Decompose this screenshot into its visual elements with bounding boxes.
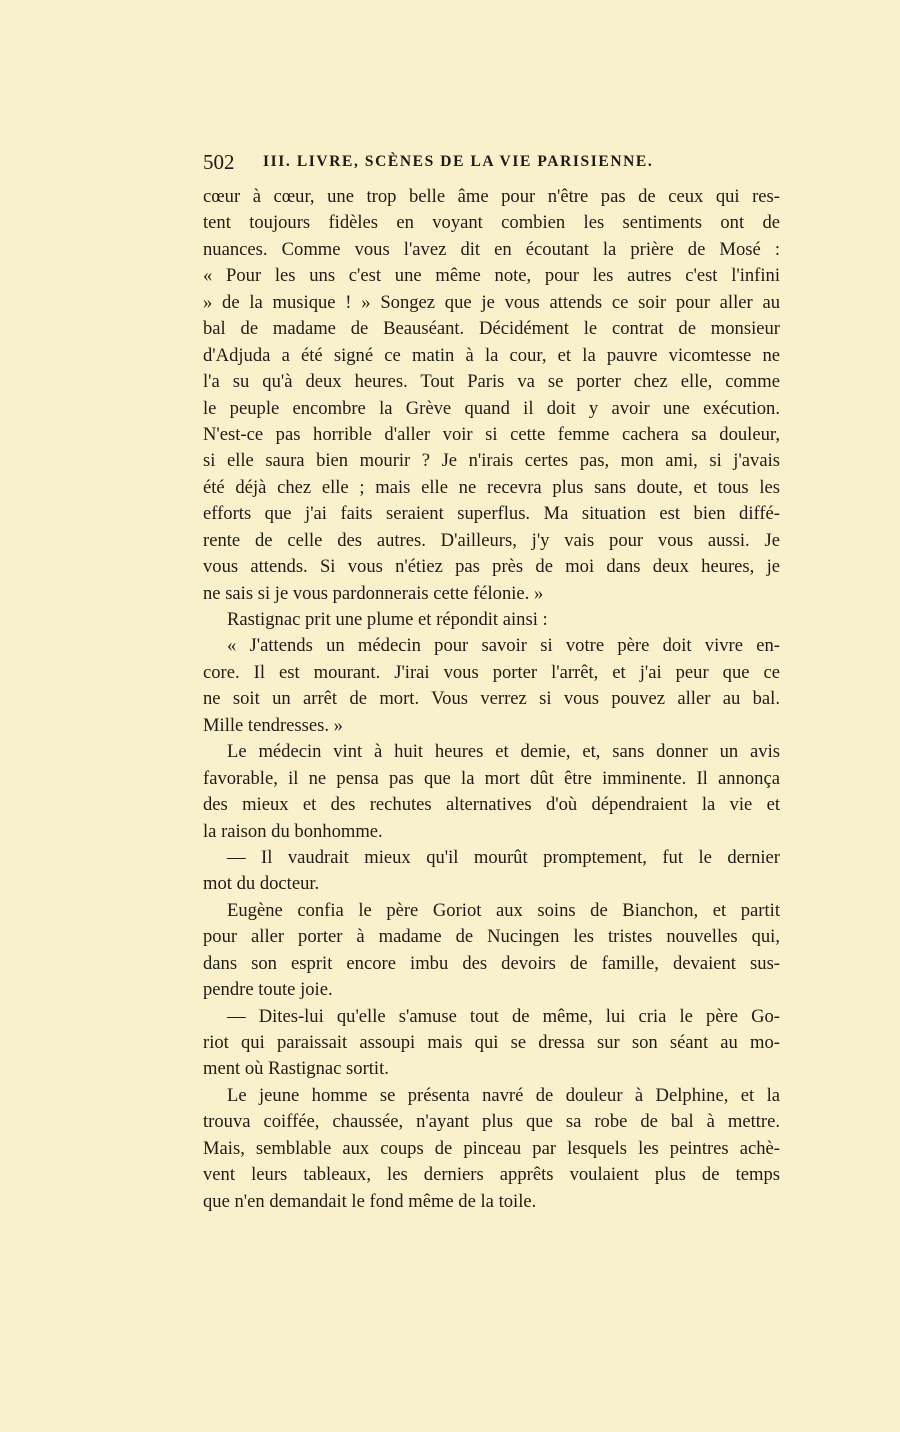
text-line: que n'en demandait le fond même de la toile.	[203, 1190, 537, 1212]
text-line: N'est-ce pas horrible d'aller voir si cette femme cachera sa douleur,	[203, 423, 780, 445]
text-line: » de la musique ! » Songez que je vous attends ce soir pour aller au	[203, 291, 780, 313]
text-line: ment où Rastignac sortit.	[203, 1058, 389, 1080]
text-line: « Pour les uns c'est une même note, pour les autres c'est l'infini	[203, 265, 780, 287]
text-line: Le jeune homme se présenta navré de douleur à Delphine, et la	[227, 1084, 780, 1106]
text-line: dans son esprit encore imbu des devoirs de famille, devaient sus-	[203, 952, 780, 974]
text-line: efforts que j'ai faits seraient superflus. Ma situation est bien diffé-	[203, 503, 780, 525]
text-line: d'Adjuda a été signé ce matin à la cour, et la pauvre vicomtesse ne	[203, 344, 780, 366]
text-line: le peuple encombre la Grève quand il doit y avoir une exécution.	[203, 397, 780, 419]
text-line: l'a su qu'à deux heures. Tout Paris va se porter chez elle, comme	[203, 371, 780, 393]
text-line: tent toujours fidèles en voyant combien les sentiments ont de	[203, 212, 780, 234]
text-line: vous attends. Si vous n'étiez pas près de moi dans deux heures, je	[203, 556, 780, 578]
text-line: pendre toute joie.	[203, 979, 333, 1001]
text-line: core. Il est mourant. J'irai vous porter l'arrêt, et j'ai peur que ce	[203, 661, 780, 683]
page-number: 502	[203, 150, 235, 174]
page-header	[203, 150, 713, 176]
text-line: pour aller porter à madame de Nucingen les tristes nouvelles qui,	[203, 926, 780, 948]
text-line: ne soit un arrêt de mort. Vous verrez si vous pouvez aller au bal.	[203, 688, 780, 710]
text-line: riot qui paraissait assoupi mais qui se dressa sur son séant au mo-	[203, 1032, 780, 1053]
text-line: ne sais si je vous pardonnerais cette félonie. »	[203, 582, 544, 604]
text-line: vent leurs tableaux, les derniers apprêts voulaient plus de temps	[203, 1164, 780, 1186]
text-line: Mais, semblable aux coups de pinceau par lesquels les peintres achè-	[203, 1137, 780, 1159]
text-line: mot du docteur.	[203, 873, 320, 895]
text-line: cœur à cœur, une trop belle âme pour n'être pas de ceux qui res-	[203, 186, 780, 207]
text-line: — Il vaudrait mieux qu'il mourût promptement, fut le dernier	[227, 846, 780, 868]
text-line: été déjà chez elle ; mais elle ne recevra plus sans doute, et tous les	[203, 476, 780, 498]
text-line: Le médecin vint à huit heures et demie, et, sans donner un avis	[227, 741, 780, 763]
text-line: — Dites-lui qu'elle s'amuse tout de même, lui cria le père Go-	[227, 1005, 780, 1027]
text-line: bal de madame de Beauséant. Décidément le contrat de monsieur	[203, 318, 780, 340]
text-line: des mieux et des rechutes alternatives d'où dépendraient la vie et	[203, 794, 780, 816]
text-line: Mille tendresses. »	[203, 714, 343, 736]
body-text	[203, 184, 780, 1215]
text-line: si elle saura bien mourir ? Je n'irais certes pas, mon ami, si j'avais	[203, 450, 780, 472]
text-line: Rastignac prit une plume et répondit ainsi :	[227, 609, 548, 630]
text-line: « J'attends un médecin pour savoir si votre père doit vivre en-	[227, 635, 780, 657]
text-line: la raison du bonhomme.	[203, 820, 383, 842]
text-line: Eugène confia le père Goriot aux soins de Bianchon, et partit	[227, 899, 780, 921]
text-line: trouva coiffée, chaussée, n'ayant plus que sa robe de bal à mettre.	[203, 1111, 780, 1133]
text-line: favorable, il ne pensa pas que la mort dût être imminente. Il annonça	[203, 767, 780, 789]
running-title: III. LIVRE, SCÈNES DE LA VIE PARISIENNE.	[263, 153, 654, 170]
text-line: rente de celle des autres. D'ailleurs, j'y vais pour vous aussi. Je	[203, 529, 780, 551]
text-line: nuances. Comme vous l'avez dit en écoutant la prière de Mosé :	[203, 238, 780, 260]
